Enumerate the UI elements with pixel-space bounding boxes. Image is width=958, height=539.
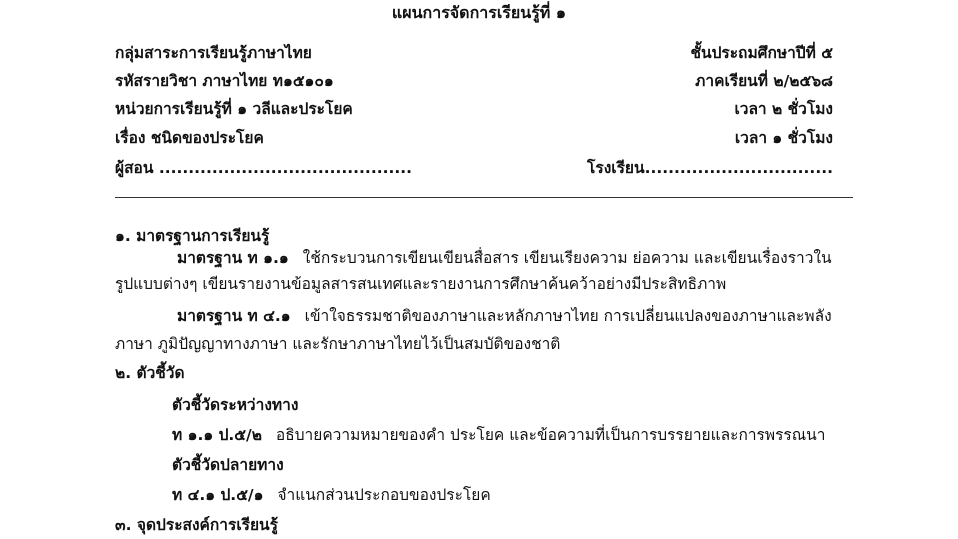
section-indicators-heading: ๒. ตัวชี้วัด: [115, 364, 185, 382]
standard-1-continued: รูปแบบต่างๆ เขียนรายงานข้อมูลสารสนเทศและรายงานการศึกษาค้นคว้าอย่างมีประสิทธิภาพ: [115, 275, 727, 293]
indicator-1: [172, 424, 825, 446]
interim-indicators-heading: ตัวชี้วัดระหว่างทาง: [172, 396, 299, 414]
standard-1-text: ใช้กระบวนการเขียนเขียนสื่อสาร เขียนเรียงความ ย่อความ และเขียนเรื่องราวใน: [302, 249, 832, 267]
standard-1-label: มาตรฐาน ท ๑.๑: [177, 249, 289, 267]
indicator-2: [172, 484, 491, 506]
grade-level: ชั้นประถมศึกษาปีที่ ๕: [690, 44, 833, 62]
indicator-1-code: ท ๑.๑ ป.๕/๒: [172, 426, 262, 444]
learning-unit: หน่วยการเรียนรู้ที่ ๑ วลีและประโยค: [115, 100, 353, 118]
indicator-2-text: จำแนกส่วนประกอบของประโยค: [277, 486, 491, 504]
indicator-2-code: ท ๔.๑ ป.๕/๑: [172, 486, 264, 504]
subject-group: กลุ่มสาระการเรียนรู้ภาษาไทย: [115, 44, 312, 62]
section-standards-heading: ๑. มาตรฐานการเรียนรู้: [115, 227, 270, 245]
final-indicators-heading: ตัวชี้วัดปลายทาง: [172, 456, 284, 474]
lesson-time: เวลา ๑ ชั่วโมง: [734, 129, 833, 147]
standard-2: [177, 305, 832, 327]
header-divider: [115, 197, 853, 198]
section-objectives-heading: ๓. จุดประสงค์การเรียนรู้: [115, 516, 278, 534]
indicator-1-text: อธิบายความหมายของคำ ประโยค และข้อความที่เป็นการบรรยายและการพรรณนา: [275, 426, 826, 444]
semester: ภาคเรียนที่ ๒/๒๕๖๘: [695, 72, 833, 90]
standard-2-continued: ภาษา ภูมิปัญญาทางภาษา และรักษาภาษาไทยไว้เป็นสมบัติของชาติ: [115, 335, 561, 353]
teacher-field: ผู้สอน ...........................................: [115, 159, 413, 177]
unit-time: เวลา ๒ ชั่วโมง: [734, 100, 833, 118]
plan-title: แผนการจัดการเรียนรู้ที่ ๑: [391, 3, 567, 22]
standard-2-label: มาตรฐาน ท ๔.๑: [177, 307, 291, 325]
standard-2-text: เข้าใจธรรมชาติของภาษาและหลักภาษาไทย การเปลี่ยนแปลงของภาษาและพลัง: [304, 307, 832, 325]
standard-1: [177, 247, 832, 269]
school-field: โรงเรียน................................: [587, 159, 833, 177]
course-code: รหัสรายวิชา ภาษาไทย ท๑๕๑๐๑: [115, 72, 334, 90]
lesson-topic: เรื่อง ชนิดของประโยค: [115, 129, 264, 147]
